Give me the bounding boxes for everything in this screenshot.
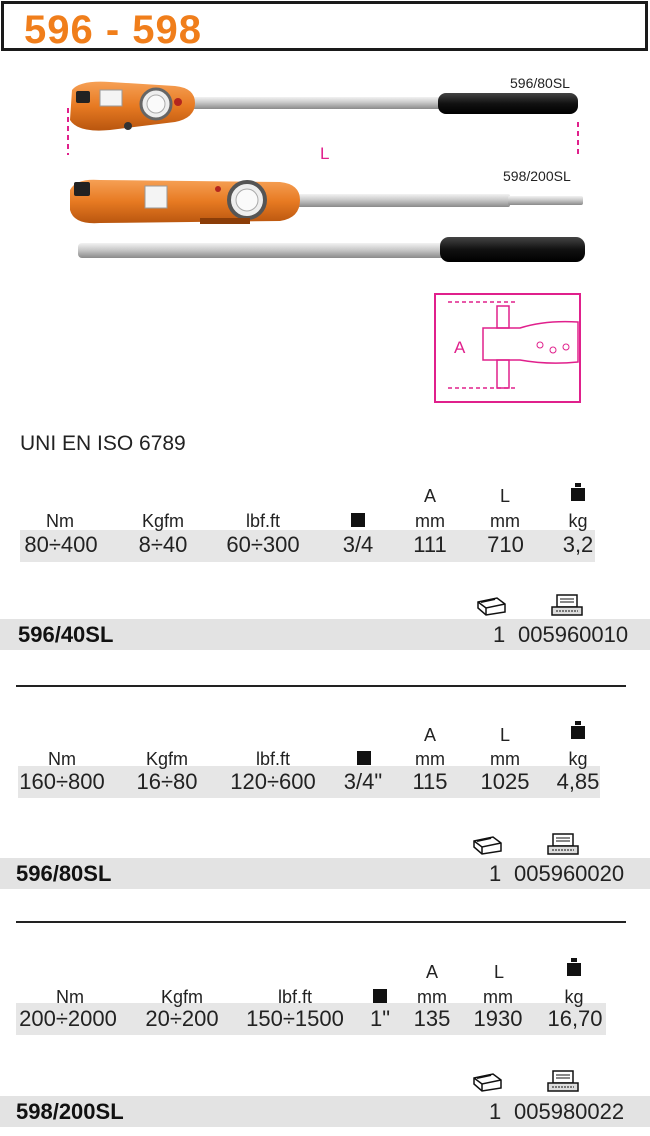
weight-icon bbox=[570, 721, 586, 744]
value-square: 1" bbox=[369, 1006, 391, 1031]
barcode-terminal-icon bbox=[547, 1070, 579, 1097]
col-a-mm: mm bbox=[415, 749, 445, 769]
weight-icon bbox=[570, 483, 586, 506]
col-l-mm: mm bbox=[490, 749, 520, 769]
model-label-top: 596/80SL bbox=[510, 75, 570, 91]
box-icon bbox=[471, 1072, 503, 1097]
product-code: 596/80SL bbox=[16, 861, 112, 886]
col-nm: Nm bbox=[48, 749, 76, 769]
value-kg: 4,85 bbox=[556, 769, 600, 794]
col-lbf: lbf.ft bbox=[245, 511, 280, 531]
col-l-mm: mm bbox=[490, 511, 520, 531]
torque-wrench-drawing bbox=[0, 60, 650, 420]
col-letter-l: L bbox=[499, 725, 510, 745]
col-l-mm: mm bbox=[483, 987, 513, 1007]
dimension-a-label: A bbox=[454, 338, 466, 357]
page-title: 596 - 598 bbox=[24, 8, 203, 52]
value-kg: 16,70 bbox=[547, 1006, 603, 1031]
weight-icon bbox=[566, 958, 582, 981]
value-kgfm: 8÷40 bbox=[138, 532, 188, 557]
square-drive-icon bbox=[350, 513, 366, 532]
model-label-bottom: 598/200SL bbox=[503, 168, 571, 184]
value-nm: 80÷400 bbox=[24, 532, 98, 557]
square-drive-icon bbox=[356, 751, 372, 770]
value-lbf: 60÷300 bbox=[226, 532, 300, 557]
wrench-598-200sl bbox=[70, 180, 583, 224]
box-icon bbox=[471, 835, 503, 860]
dimension-l-label: L bbox=[320, 144, 330, 163]
col-nm: Nm bbox=[46, 511, 74, 531]
value-l: 1930 bbox=[473, 1006, 523, 1031]
standard-label: UNI EN ISO 6789 bbox=[20, 432, 186, 455]
value-l: 1025 bbox=[480, 769, 530, 794]
value-square: 3/4 bbox=[342, 532, 374, 557]
col-kgfm: Kgfm bbox=[160, 987, 203, 1007]
value-a: 135 bbox=[413, 1006, 451, 1031]
product-code-bar bbox=[0, 858, 650, 889]
barcode-terminal-icon bbox=[547, 833, 579, 860]
product-code-bar bbox=[0, 1096, 650, 1127]
col-letter-a: A bbox=[423, 725, 436, 745]
col-a-mm: mm bbox=[417, 987, 447, 1007]
value-kgfm: 20÷200 bbox=[145, 1006, 219, 1031]
value-square: 3/4" bbox=[343, 769, 383, 794]
divider bbox=[16, 685, 626, 687]
value-kgfm: 16÷80 bbox=[136, 769, 198, 794]
col-nm: Nm bbox=[56, 987, 84, 1007]
value-lbf: 120÷600 bbox=[230, 769, 316, 794]
col-kgfm: Kgfm bbox=[141, 511, 184, 531]
value-kg: 3,2 bbox=[562, 532, 594, 557]
product-code: 598/200SL bbox=[16, 1099, 124, 1124]
value-a: 111 bbox=[413, 532, 447, 557]
extension-bar bbox=[78, 237, 585, 262]
col-letter-l: L bbox=[499, 486, 510, 506]
product-article: 005960010 bbox=[518, 622, 629, 647]
product-qty: 1 bbox=[489, 1099, 502, 1124]
value-nm: 160÷800 bbox=[19, 769, 105, 794]
col-a-mm: mm bbox=[415, 511, 445, 531]
col-kgfm: Kgfm bbox=[145, 749, 188, 769]
value-l: 710 bbox=[487, 532, 524, 557]
title-box bbox=[1, 1, 648, 51]
value-lbf: 150÷1500 bbox=[246, 1006, 344, 1031]
col-letter-a: A bbox=[425, 962, 438, 982]
product-article: 005980022 bbox=[514, 1099, 625, 1124]
product-qty: 1 bbox=[493, 622, 506, 647]
divider bbox=[16, 921, 626, 923]
barcode-terminal-icon bbox=[551, 594, 583, 621]
col-kg: kg bbox=[568, 749, 588, 769]
product-code: 596/40SL bbox=[18, 622, 114, 647]
col-kg: kg bbox=[564, 987, 584, 1007]
product-illustration bbox=[0, 60, 650, 420]
product-code-bar bbox=[0, 619, 650, 650]
value-a: 115 bbox=[412, 769, 448, 794]
product-article: 005960020 bbox=[514, 861, 625, 886]
col-lbf: lbf.ft bbox=[255, 749, 290, 769]
col-letter-l: L bbox=[493, 962, 504, 982]
col-lbf: lbf.ft bbox=[277, 987, 312, 1007]
col-letter-a: A bbox=[423, 486, 436, 506]
col-kg: kg bbox=[568, 511, 588, 531]
value-nm: 200÷2000 bbox=[19, 1006, 117, 1031]
box-icon bbox=[475, 596, 507, 621]
product-qty: 1 bbox=[489, 861, 502, 886]
wrench-596-80sl bbox=[70, 82, 578, 131]
